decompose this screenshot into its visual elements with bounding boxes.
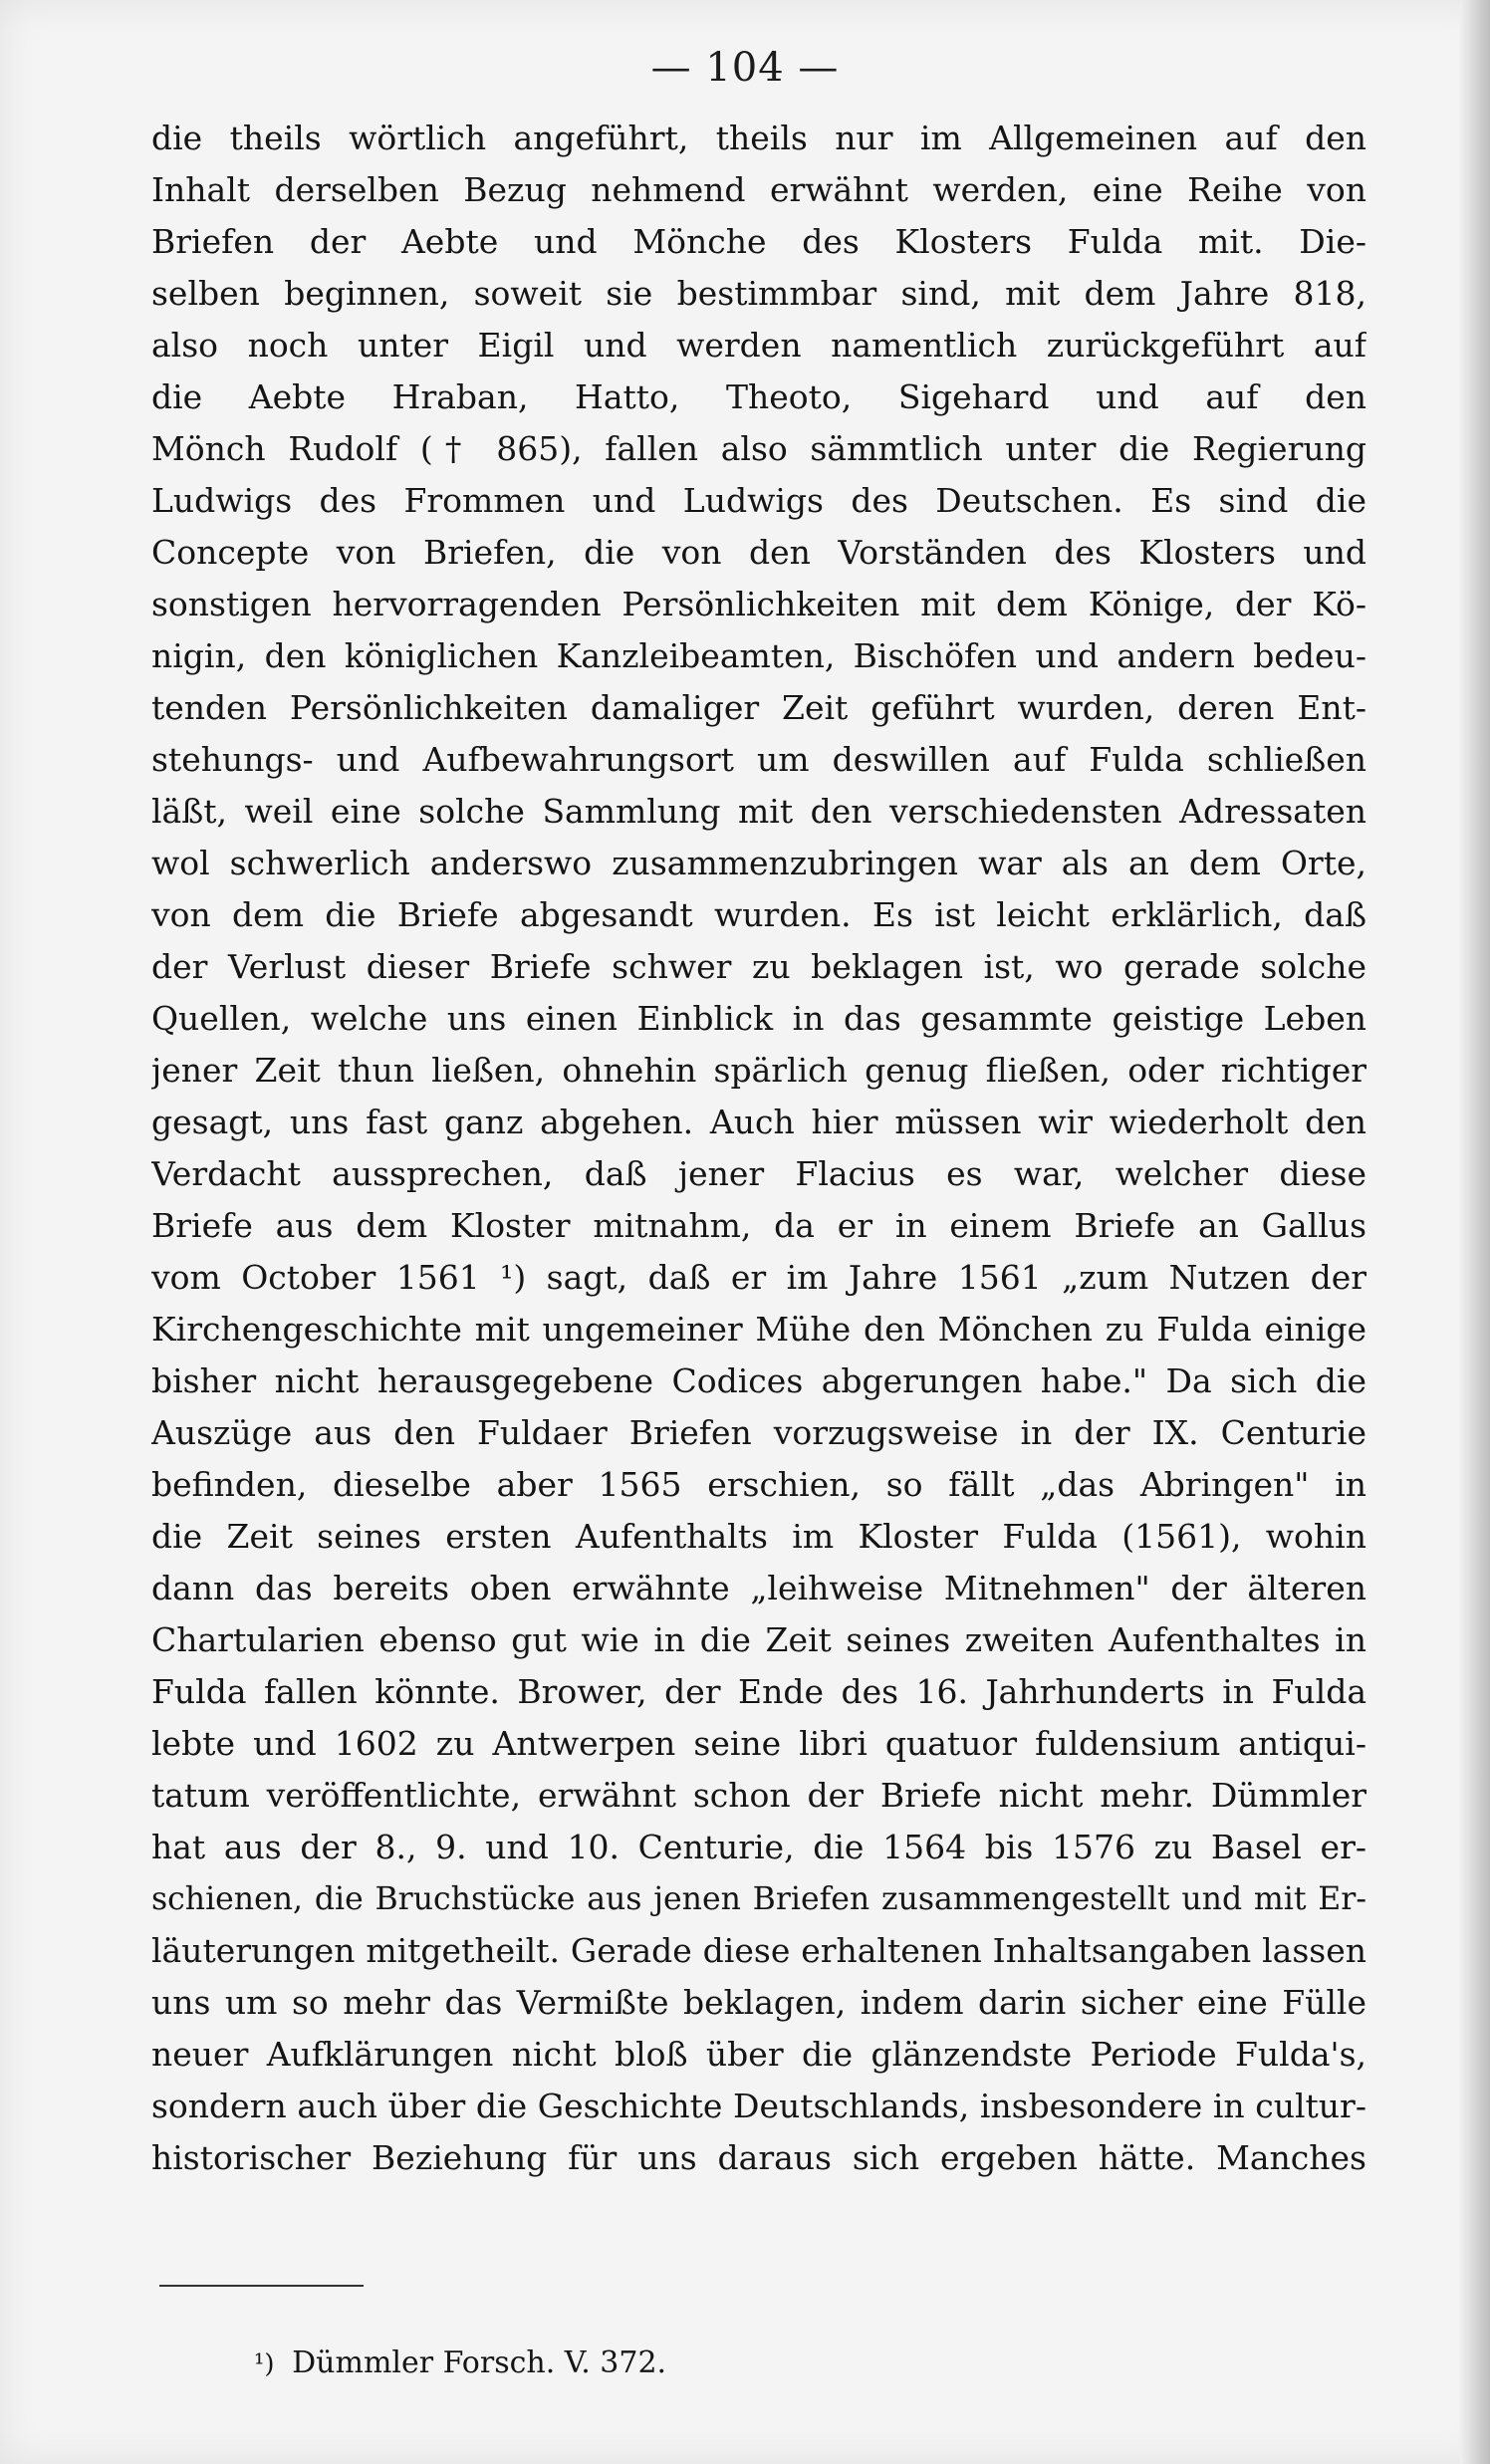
footnote-divider [159,2285,364,2287]
text-line: die Aebte Hraban, Hatto, Theoto, Sigehard und auf den [151,377,1366,416]
text-line: selben beginnen, soweit sie bestimmbar sind, mit dem Jahre 818, [151,274,1366,313]
page-number: — 104 — [650,45,840,91]
text-line: jener Zeit thun ließen, ohnehin spärlich genug fließen, oder richtiger [151,1051,1366,1090]
text-line: Briefe aus dem Kloster mitnahm, da er in einem Briefe an Gallus [151,1206,1366,1245]
footnote-text: Dümmler Forsch. V. 372. [292,2345,667,2380]
text-line: Quellen, welche uns einen Einblick in das gesammte geistige Leben [151,999,1366,1038]
text-line: Mönch Rudolf († 865), fallen also sämmtlich unter die Regierung [151,429,1366,468]
text-line: läßt, weil eine solche Sammlung mit den verschiedensten Adressaten [151,792,1366,831]
text-line: gesagt, uns fast ganz abgehen. Auch hier müssen wir wiederholt den [151,1103,1366,1141]
text-line: nigin, den königlichen Kanzleibeamten, Bischöfen und andern bedeu- [151,636,1366,675]
text-line: Ludwigs des Frommen und Ludwigs des Deutschen. Es sind die [151,481,1366,520]
body-text [151,113,1366,2184]
text-line: Inhalt derselben Bezug nehmend erwähnt werden, eine Reihe von [151,170,1366,209]
text-line: historischer Beziehung für uns daraus sich ergeben hätte. Manches [151,2138,1366,2177]
footnote-mark: ¹) [254,2349,275,2379]
text-line: lebte und 1602 zu Antwerpen seine libri quatuor fuldensium antiqui- [151,1724,1366,1763]
text-line: Kirchengeschichte mit ungemeiner Mühe den Mönchen zu Fulda einige [151,1310,1366,1349]
text-line: der Verlust dieser Briefe schwer zu beklagen ist, wo gerade solche [151,947,1366,986]
text-line: Concepte von Briefen, die von den Vorständen des Klosters und [151,533,1366,572]
text-line: von dem die Briefe abgesandt wurden. Es ist leicht erklärlich, daß [151,895,1366,934]
text-line: dann das bereits oben erwähnte „leihweise Mitnehmen" der älteren [151,1569,1366,1607]
text-line: Fulda fallen könnte. Brower, der Ende des 16. Jahrhunderts in Fulda [151,1672,1366,1711]
text-line: bisher nicht herausgegebene Codices abgerungen habe." Da sich die [151,1361,1366,1400]
text-line: tatum veröffentlichte, erwähnt schon der Briefe nicht mehr. Dümmler [151,1776,1366,1815]
text-line: läuterungen mitgetheilt. Gerade diese erhaltenen Inhaltsangaben lassen [151,1931,1366,1970]
text-line: befinden, dieselbe aber 1565 erschien, so fällt „das Abringen" in [151,1465,1366,1504]
text-line: tenden Persönlichkeiten damaliger Zeit geführt wurden, deren Ent- [151,688,1366,727]
text-line: stehungs- und Aufbewahrungsort um deswillen auf Fulda schließen [151,740,1366,779]
text-line: Briefen der Aebte und Mönche des Klosters Fulda mit. Die- [151,222,1366,261]
text-line: hat aus der 8., 9. und 10. Centurie, die 1564 bis 1576 zu Basel er- [151,1828,1366,1866]
text-line: neuer Aufklärungen nicht bloß über die glänzendste Periode Fulda's, [151,2035,1366,2074]
text-line: die theils wörtlich angeführt, theils nur im Allgemeinen auf den [151,119,1366,157]
text-line: die Zeit seines ersten Aufenthalts im Kloster Fulda (1561), wohin [151,1517,1366,1556]
text-line: wol schwerlich anderswo zusammenzubringen war als an dem Orte, [151,844,1366,882]
text-line: vom October 1561 ¹) sagt, daß er im Jahre 1561 „zum Nutzen der [151,1258,1366,1297]
text-line: Chartularien ebenso gut wie in die Zeit seines zweiten Aufenthaltes in [151,1620,1366,1659]
text-line: uns um so mehr das Vermißte beklagen, indem darin sicher eine Fülle [151,1983,1366,2022]
page-edge-shadow [1460,0,1490,2464]
text-line: sondern auch über die Geschichte Deutschlands, insbesondere in cultur- [151,2087,1366,2125]
footnote [254,2345,666,2380]
text-line: Verdacht aussprechen, daß jener Flacius es war, welcher diese [151,1154,1366,1193]
text-line: sonstigen hervorragenden Persönlichkeiten mit dem Könige, der Kö- [151,585,1366,623]
text-line: schienen, die Bruchstücke aus jenen Briefen zusammengestellt und mit Er- [151,1881,1366,1917]
text-line: Auszüge aus den Fuldaer Briefen vorzugsweise in der IX. Centurie [151,1413,1366,1452]
text-line: also noch unter Eigil und werden namentlich zurückgeführt auf [151,326,1366,365]
